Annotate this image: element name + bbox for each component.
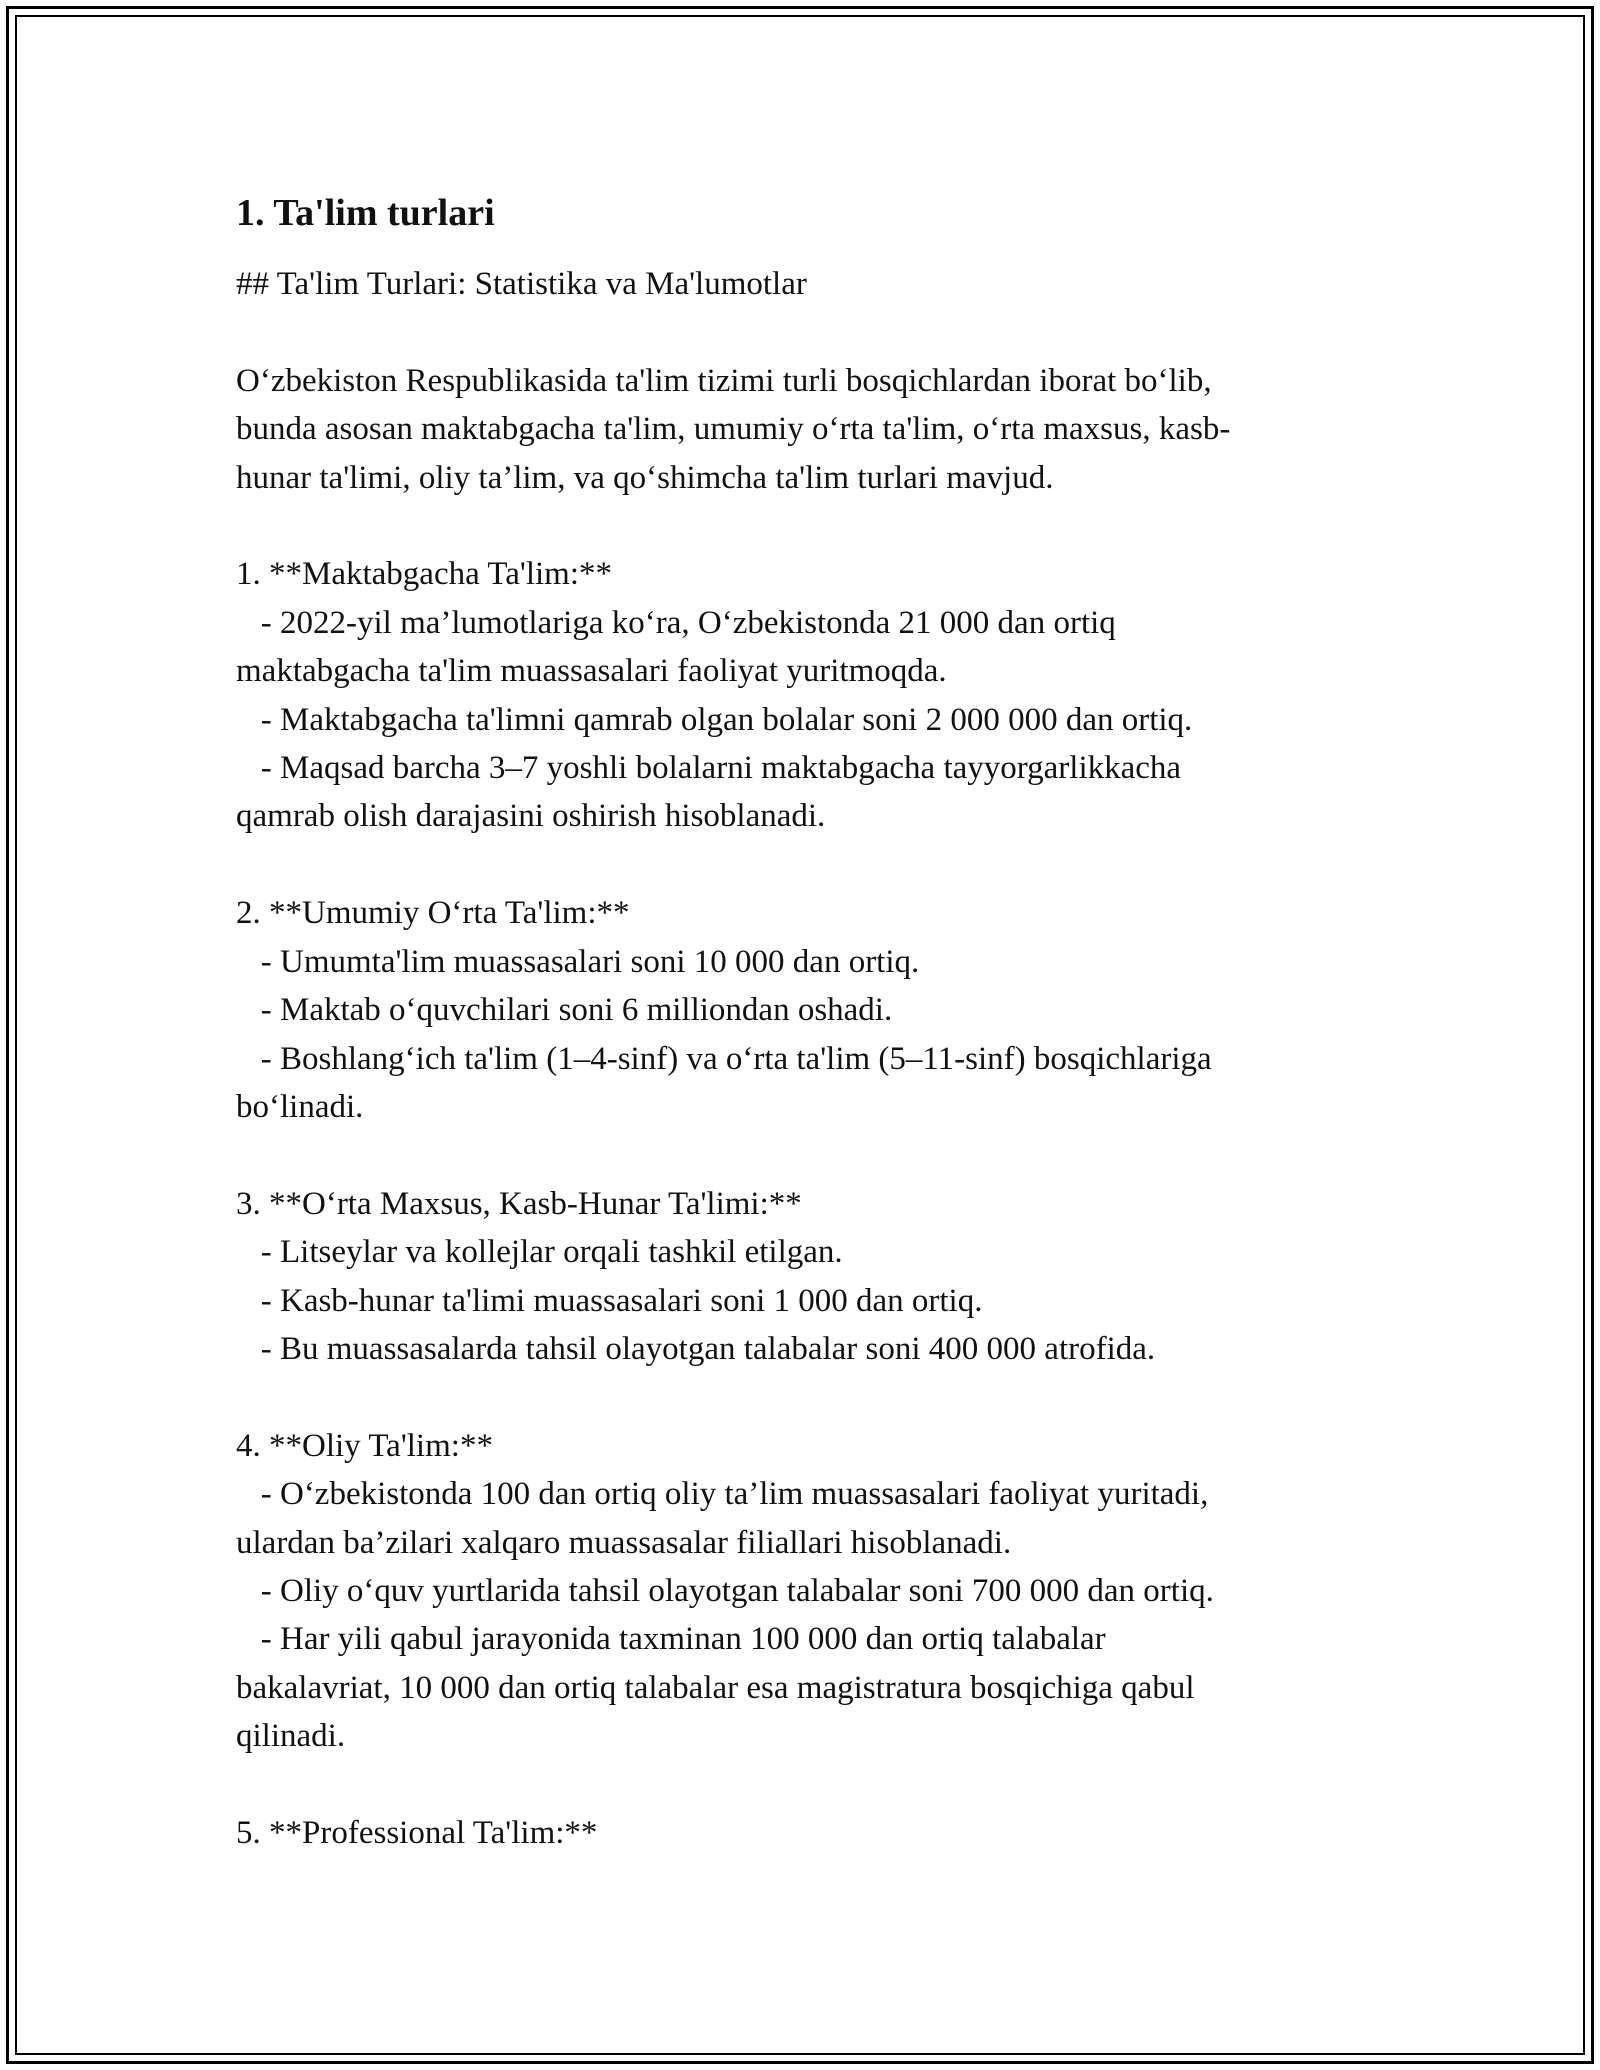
document-title: 1. Ta'lim turlari [236, 192, 495, 234]
document-body: ## Ta'lim Turlari: Statistika va Ma'lumotlar O‘zbekiston Respublikasida ta'lim tizimi turli bosqichlardan iborat bo‘lib, bunda asosan maktabgacha ta'lim, umumiy o‘rta ta'lim, o‘rta maxsus, kasb- hunar ta'limi, oliy ta’lim, va qo‘shimcha ta'lim turlari mavjud. 1. **Maktabgacha Ta'lim:** - 2022-yil ma’lumotlariga ko‘ra, O‘zbekistonda 21 000 dan ortiq maktabgacha ta'lim muassasalari faoliyat yuritmoqda. - Maktabgacha ta'limni qamrab olgan bolalar soni 2 000 000 dan ortiq. - Maqsad barcha 3–7 yoshli bolalarni maktabgacha tayyorgarlikkacha qamrab olish darajasini oshirish hisoblanadi. 2. **Umumiy O‘rta Ta'lim:** - Umumta'lim muassasalari soni 10 000 dan ortiq. - Maktab o‘quvchilari soni 6 milliondan oshadi. - Boshlang‘ich ta'lim (1–4-sinf) va o‘rta ta'lim (5–11-sinf) bosqichlariga bo‘linadi. 3. **O‘rta Maxsus, Kasb-Hunar Ta'limi:** - Litseylar va kollejlar orqali tashkil etilgan. - Kasb-hunar ta'limi muassasalari soni 1 000 dan ortiq. - Bu muassasalarda tahsil olayotgan talabalar soni 400 000 atrofida. 4. **Oliy Ta'lim:** - O‘zbekistonda 100 dan ortiq oliy ta’lim muassasalari faoliyat yuritadi, ulardan ba’zilari xalqaro muassasalar filiallari hisoblanadi. - Oliy o‘quv yurtlarida tahsil olayotgan talabalar soni 700 000 dan ortiq. - Har yili qabul jarayonida taxminan 100 000 dan ortiq talabalar bakalavriat, 10 000 dan ortiq talabalar esa magistratura bosqichiga qabul qilinadi. 5. **Professional Ta'lim:** [236, 266, 1231, 1851]
document-page [236, 186, 1396, 1857]
